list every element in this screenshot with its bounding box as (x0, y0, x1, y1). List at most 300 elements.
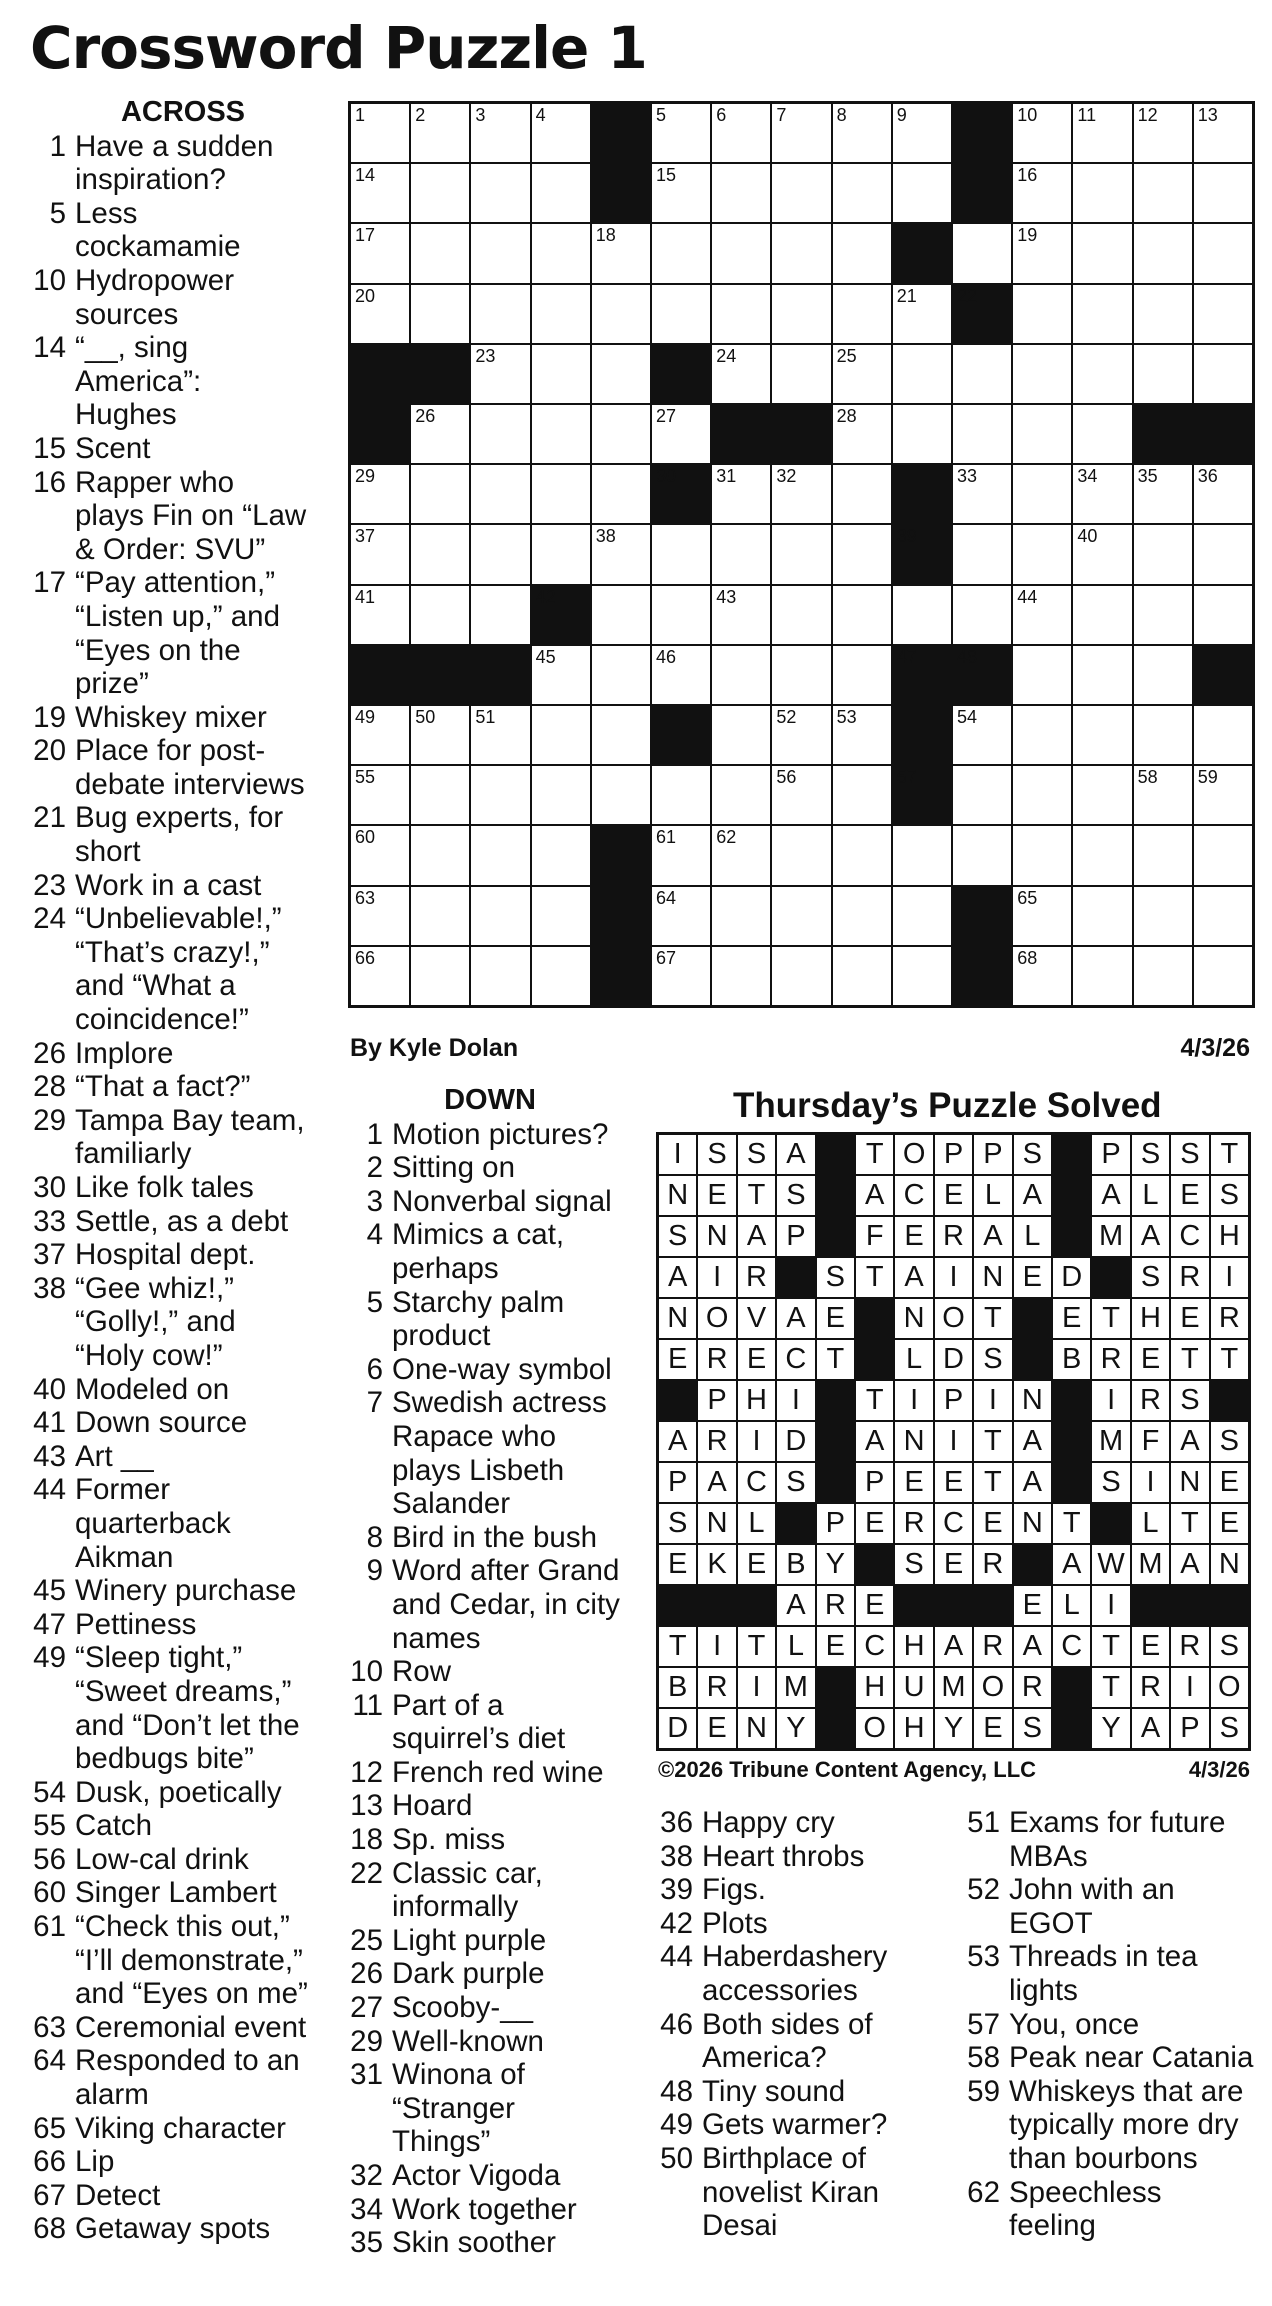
grid-cell[interactable] (471, 887, 529, 945)
grid-cell[interactable] (712, 345, 770, 403)
grid-cell[interactable] (351, 104, 409, 162)
clue-number: 68 (33, 2212, 66, 2246)
grid-cell[interactable] (712, 164, 770, 222)
grid-cell[interactable] (1073, 887, 1131, 945)
clue-across-29 (28, 1104, 338, 1171)
grid-cell[interactable] (411, 405, 469, 463)
grid-cell[interactable] (652, 887, 710, 945)
clue-text-line: Hughes (75, 398, 177, 432)
grid-cell[interactable] (592, 586, 650, 644)
grid-cell[interactable] (1073, 586, 1131, 644)
down-clues-continued-2 (962, 1806, 1268, 2243)
grid-cell[interactable] (1134, 586, 1192, 644)
grid-cell[interactable] (1073, 525, 1131, 583)
solution-grid (656, 1132, 1251, 1751)
grid-cell[interactable] (953, 766, 1011, 824)
grid-cell[interactable] (1134, 947, 1192, 1005)
cell-number: 29 (355, 466, 376, 487)
solution-cell: I (1092, 1586, 1129, 1625)
grid-cell[interactable] (1194, 766, 1252, 824)
solution-cell: E (935, 1463, 972, 1502)
grid-cell[interactable] (712, 586, 770, 644)
grid-cell[interactable] (712, 525, 770, 583)
clue-down-col2-42 (655, 1907, 955, 1941)
grid-cell[interactable] (532, 766, 590, 824)
grid-cell[interactable] (532, 465, 590, 523)
grid-cell[interactable] (532, 405, 590, 463)
grid-cell[interactable] (411, 164, 469, 222)
black-square (777, 1258, 814, 1297)
grid-cell[interactable] (772, 104, 830, 162)
solution-cell: A (659, 1422, 696, 1461)
clue-number: 23 (33, 868, 66, 902)
solution-cell: E (698, 1176, 735, 1215)
grid-cell[interactable] (893, 345, 951, 403)
grid-cell[interactable] (652, 586, 710, 644)
black-square (893, 224, 951, 282)
black-square (411, 345, 469, 403)
clue-number: 32 (350, 2159, 383, 2192)
grid-cell[interactable] (1134, 104, 1192, 162)
grid-cell[interactable] (712, 766, 770, 824)
clue-number: 16 (33, 465, 66, 499)
clue-number: 58 (967, 2041, 1000, 2075)
grid-cell[interactable] (471, 465, 529, 523)
grid-cell[interactable] (1134, 766, 1192, 824)
grid-cell[interactable] (1073, 164, 1131, 222)
grid-cell[interactable] (1134, 285, 1192, 343)
grid-cell[interactable] (1134, 887, 1192, 945)
clue-number: 12 (350, 1755, 383, 1789)
grid-cell[interactable] (532, 826, 590, 884)
grid-cell[interactable] (532, 947, 590, 1005)
solution-cell: P (974, 1135, 1011, 1174)
grid-cell[interactable] (532, 345, 590, 403)
grid-cell[interactable] (833, 887, 891, 945)
grid-cell[interactable] (411, 525, 469, 583)
grid-cell[interactable] (1194, 465, 1252, 523)
cell-number: 26 (415, 406, 436, 426)
grid-cell[interactable] (652, 766, 710, 824)
grid-cell[interactable] (772, 586, 830, 644)
solution-cell: R (1171, 1258, 1208, 1297)
grid-cell[interactable] (1073, 766, 1131, 824)
clue-across-16 (28, 466, 338, 567)
grid-cell[interactable] (712, 826, 770, 884)
grid-cell[interactable] (652, 285, 710, 343)
solution-cell: A (1171, 1545, 1208, 1584)
grid-cell[interactable] (532, 646, 590, 704)
grid-cell[interactable] (833, 345, 891, 403)
grid-cell[interactable] (592, 345, 650, 403)
grid-cell[interactable] (351, 164, 409, 222)
grid-cell[interactable] (351, 826, 409, 884)
grid-cell[interactable] (772, 646, 830, 704)
grid-cell[interactable] (1194, 104, 1252, 162)
clue-text-line: Nonverbal signal (392, 1184, 612, 1218)
grid-cell[interactable] (1073, 465, 1131, 523)
grid-cell[interactable] (592, 285, 650, 343)
grid-cell[interactable] (1194, 706, 1252, 764)
cell-number: 39 (896, 526, 917, 547)
solution-cell: I (738, 1668, 775, 1707)
clue-down-col1-12 (345, 1756, 635, 1790)
cell-number: 46 (656, 646, 677, 667)
grid-cell[interactable] (1013, 887, 1071, 945)
solution-cell: T (1092, 1627, 1129, 1666)
grid-cell[interactable] (411, 826, 469, 884)
grid-cell[interactable] (833, 405, 891, 463)
grid-cell[interactable] (411, 766, 469, 824)
grid-cell[interactable] (532, 104, 590, 162)
clue-across-61 (28, 1910, 338, 2011)
solution-cell: L (974, 1176, 1011, 1215)
solution-cell: U (895, 1668, 932, 1707)
grid-cell[interactable] (1194, 586, 1252, 644)
grid-cell[interactable] (953, 586, 1011, 644)
grid-cell[interactable] (833, 646, 891, 704)
clue-across-66 (28, 2145, 338, 2179)
grid-cell[interactable] (1134, 646, 1192, 704)
cell-number: 36 (1197, 466, 1218, 487)
solution-cell: Y (777, 1709, 814, 1748)
grid-cell[interactable] (471, 104, 529, 162)
grid-cell[interactable] (1013, 947, 1071, 1005)
grid-cell[interactable] (532, 525, 590, 583)
clue-text-line: “Golly!,” and (75, 1305, 236, 1339)
black-square (772, 405, 830, 463)
black-square (592, 887, 650, 945)
grid-cell[interactable] (1194, 826, 1252, 884)
clue-number: 24 (33, 902, 66, 936)
grid-cell[interactable] (1073, 285, 1131, 343)
clue-down-col3-58 (962, 2041, 1268, 2075)
grid-cell[interactable] (1013, 766, 1071, 824)
grid-cell[interactable] (772, 465, 830, 523)
grid-cell[interactable] (592, 224, 650, 282)
grid-cell[interactable] (953, 525, 1011, 583)
grid-cell[interactable] (893, 405, 951, 463)
grid-cell[interactable] (833, 285, 891, 343)
grid-cell[interactable] (532, 285, 590, 343)
grid-cell[interactable] (1134, 525, 1192, 583)
grid-cell[interactable] (772, 947, 830, 1005)
solution-cell: A (738, 1217, 775, 1256)
grid-cell[interactable] (712, 285, 770, 343)
grid-cell[interactable] (351, 285, 409, 343)
grid-cell[interactable] (652, 164, 710, 222)
solution-date: 4/3/26 (1188, 1757, 1250, 1782)
grid-cell[interactable] (351, 887, 409, 945)
grid-cell[interactable] (1134, 706, 1192, 764)
grid-cell[interactable] (833, 766, 891, 824)
clue-number: 64 (33, 2044, 66, 2078)
grid-cell[interactable] (1073, 947, 1131, 1005)
grid-cell[interactable] (1134, 345, 1192, 403)
grid-cell[interactable] (411, 947, 469, 1005)
cell-number: 18 (595, 225, 616, 246)
grid-cell[interactable] (351, 947, 409, 1005)
grid-cell[interactable] (411, 706, 469, 764)
cell-number: 22 (957, 285, 978, 306)
clue-text-line: Bird in the bush (392, 1520, 597, 1554)
clue-text-line: Aikman (75, 1540, 174, 1574)
grid-cell[interactable] (772, 345, 830, 403)
grid-cell[interactable] (893, 164, 951, 222)
grid-cell[interactable] (1013, 706, 1071, 764)
grid-cell[interactable] (1134, 164, 1192, 222)
grid-cell[interactable] (351, 525, 409, 583)
grid-cell[interactable] (532, 224, 590, 282)
black-square (1014, 1299, 1051, 1338)
grid-cell[interactable] (1013, 826, 1071, 884)
grid-cell[interactable] (953, 465, 1011, 523)
clue-text-line: typically more dry (1009, 2108, 1239, 2142)
grid-cell[interactable] (712, 706, 770, 764)
grid-cell[interactable] (471, 164, 529, 222)
grid-cell[interactable] (1194, 224, 1252, 282)
clue-text-line: “Sleep tight,” (75, 1641, 243, 1675)
grid-cell[interactable] (532, 164, 590, 222)
grid-cell[interactable] (652, 826, 710, 884)
grid-cell[interactable] (1013, 405, 1071, 463)
grid-cell[interactable] (411, 285, 469, 343)
grid-cell[interactable] (1013, 586, 1071, 644)
grid-cell[interactable] (772, 826, 830, 884)
clue-down-col1-26 (345, 1957, 635, 1991)
clue-text-line: Threads in tea (1009, 1940, 1198, 1974)
solution-cell: T (1092, 1299, 1129, 1338)
cell-number: 24 (716, 345, 737, 366)
grid-cell[interactable] (893, 285, 951, 343)
grid-cell[interactable] (1194, 345, 1252, 403)
grid-cell[interactable] (712, 224, 770, 282)
solution-cell: R (1014, 1668, 1051, 1707)
grid-cell[interactable] (833, 525, 891, 583)
grid-cell[interactable] (1073, 405, 1131, 463)
grid-cell[interactable] (953, 405, 1011, 463)
cell-number: 11 (1077, 105, 1097, 125)
grid-cell[interactable] (833, 104, 891, 162)
grid-cell[interactable] (1134, 224, 1192, 282)
grid-cell[interactable] (833, 706, 891, 764)
grid-cell[interactable] (1194, 947, 1252, 1005)
grid-cell[interactable] (1073, 646, 1131, 704)
clue-number: 50 (660, 2141, 693, 2175)
grid-cell[interactable] (1134, 826, 1192, 884)
grid-cell[interactable] (471, 224, 529, 282)
grid-cell[interactable] (893, 947, 951, 1005)
cell-number: 37 (355, 526, 376, 547)
grid-cell[interactable] (772, 887, 830, 945)
grid-cell[interactable] (1194, 525, 1252, 583)
solution-cell: T (856, 1381, 893, 1420)
solution-cell: E (895, 1217, 932, 1256)
grid-cell[interactable] (351, 586, 409, 644)
grid-cell[interactable] (1013, 285, 1071, 343)
grid-cell[interactable] (1013, 646, 1071, 704)
grid-cell[interactable] (411, 887, 469, 945)
clue-text-line: Like folk tales (75, 1171, 254, 1204)
grid-cell[interactable] (893, 887, 951, 945)
grid-cell[interactable] (1073, 706, 1131, 764)
grid-cell[interactable] (1013, 345, 1071, 403)
grid-cell[interactable] (351, 224, 409, 282)
grid-cell[interactable] (592, 405, 650, 463)
clue-across-23 (28, 869, 338, 903)
grid-cell[interactable] (1013, 104, 1071, 162)
grid-cell[interactable] (1013, 164, 1071, 222)
solution-cell: E (974, 1709, 1011, 1748)
cell-number: 20 (355, 285, 376, 306)
black-square (953, 164, 1011, 222)
grid-cell[interactable] (471, 345, 529, 403)
clue-number: 61 (33, 1910, 66, 1944)
grid-cell[interactable] (833, 826, 891, 884)
grid-cell[interactable] (712, 947, 770, 1005)
grid-cell[interactable] (833, 947, 891, 1005)
grid-cell[interactable] (772, 706, 830, 764)
grid-cell[interactable] (893, 104, 951, 162)
solution-cell: H (856, 1668, 893, 1707)
clue-number: 40 (33, 1372, 66, 1406)
grid-cell[interactable] (652, 104, 710, 162)
grid-cell[interactable] (471, 525, 529, 583)
clue-text-line: Dark purple (392, 1957, 545, 1991)
grid-cell[interactable] (893, 826, 951, 884)
solution-cell: A (935, 1627, 972, 1666)
grid-cell[interactable] (592, 766, 650, 824)
grid-cell[interactable] (532, 706, 590, 764)
clue-number: 10 (33, 263, 66, 297)
grid-cell[interactable] (1013, 224, 1071, 282)
clue-across-37 (28, 1238, 338, 1272)
clue-text-line: Implore (75, 1036, 174, 1070)
grid-cell[interactable] (1073, 826, 1131, 884)
grid-cell[interactable] (592, 525, 650, 583)
grid-cell[interactable] (953, 826, 1011, 884)
solution-cell: A (777, 1135, 814, 1174)
grid-cell[interactable] (471, 706, 529, 764)
clue-number: 4 (366, 1218, 383, 1252)
grid-cell[interactable] (471, 586, 529, 644)
grid-cell[interactable] (893, 586, 951, 644)
grid-cell[interactable] (953, 706, 1011, 764)
grid-cell[interactable] (652, 405, 710, 463)
grid-cell[interactable] (652, 947, 710, 1005)
grid-cell[interactable] (471, 947, 529, 1005)
grid-cell[interactable] (953, 345, 1011, 403)
solution-cell: E (738, 1340, 775, 1379)
grid-cell[interactable] (592, 465, 650, 523)
clue-down-col1-18 (345, 1823, 635, 1857)
grid-cell[interactable] (1013, 525, 1071, 583)
grid-cell[interactable] (411, 586, 469, 644)
grid-cell[interactable] (772, 525, 830, 583)
grid-cell[interactable] (1194, 164, 1252, 222)
clue-text-line: Word after Grand (392, 1554, 620, 1588)
clue-number: 59 (967, 2074, 1000, 2108)
grid-cell[interactable] (833, 586, 891, 644)
grid-cell[interactable] (411, 224, 469, 282)
grid-cell[interactable] (652, 525, 710, 583)
grid-cell[interactable] (1013, 465, 1071, 523)
grid-cell[interactable] (592, 706, 650, 764)
grid-cell[interactable] (471, 826, 529, 884)
grid-cell[interactable] (772, 164, 830, 222)
clue-text-line: Desai (702, 2209, 778, 2243)
grid-cell[interactable] (471, 405, 529, 463)
grid-cell[interactable] (532, 887, 590, 945)
grid-cell[interactable] (833, 465, 891, 523)
grid-cell[interactable] (652, 646, 710, 704)
black-square (652, 345, 710, 403)
grid-cell[interactable] (351, 766, 409, 824)
clue-text-line: bedbugs bite” (75, 1742, 254, 1776)
solution-cell: R (1092, 1340, 1129, 1379)
grid-cell[interactable] (652, 224, 710, 282)
grid-cell[interactable] (351, 465, 409, 523)
cell-number: 32 (776, 466, 797, 487)
grid-cell[interactable] (712, 887, 770, 945)
grid-cell[interactable] (411, 465, 469, 523)
cell-number: 41 (355, 586, 376, 607)
grid-cell[interactable] (351, 706, 409, 764)
clue-down-col1-34 (345, 2193, 635, 2227)
grid-cell[interactable] (592, 646, 650, 704)
grid-cell[interactable] (772, 224, 830, 282)
solution-cell: C (856, 1627, 893, 1666)
grid-cell[interactable] (833, 224, 891, 282)
grid-cell[interactable] (1073, 104, 1131, 162)
grid-cell[interactable] (712, 104, 770, 162)
cell-number: 14 (355, 165, 376, 186)
cell-number: 42 (535, 586, 556, 607)
clue-text-line: Hoard (392, 1789, 473, 1823)
grid-cell[interactable] (1073, 345, 1131, 403)
black-square (592, 104, 650, 162)
clue-across-45 (28, 1574, 338, 1608)
solution-cell: E (935, 1545, 972, 1584)
grid-cell[interactable] (1194, 887, 1252, 945)
clue-across-63 (28, 2011, 338, 2045)
clue-number: 29 (33, 1103, 66, 1137)
clue-text-line: squirrel’s diet (392, 1722, 566, 1756)
grid-cell[interactable] (772, 766, 830, 824)
black-square (953, 887, 1011, 945)
cell-number: 15 (656, 165, 677, 186)
clue-text-line: “Gee whiz!,” (75, 1271, 235, 1305)
grid-cell[interactable] (1073, 224, 1131, 282)
solution-cell: R (935, 1217, 972, 1256)
solution-cell: A (1014, 1627, 1051, 1666)
clue-down-col1-35 (345, 2226, 635, 2260)
clue-text-line: America? (702, 2041, 827, 2075)
grid-cell[interactable] (471, 766, 529, 824)
grid-cell[interactable] (712, 646, 770, 704)
grid-cell[interactable] (1134, 465, 1192, 523)
clue-number: 14 (33, 331, 66, 365)
grid-cell[interactable] (953, 224, 1011, 282)
grid-cell[interactable] (833, 164, 891, 222)
clue-number: 25 (350, 1923, 383, 1957)
grid-cell[interactable] (411, 104, 469, 162)
grid-cell[interactable] (1194, 285, 1252, 343)
grid-cell[interactable] (772, 285, 830, 343)
grid-cell[interactable] (712, 465, 770, 523)
grid-cell[interactable] (471, 285, 529, 343)
clue-across-10 (28, 264, 338, 331)
